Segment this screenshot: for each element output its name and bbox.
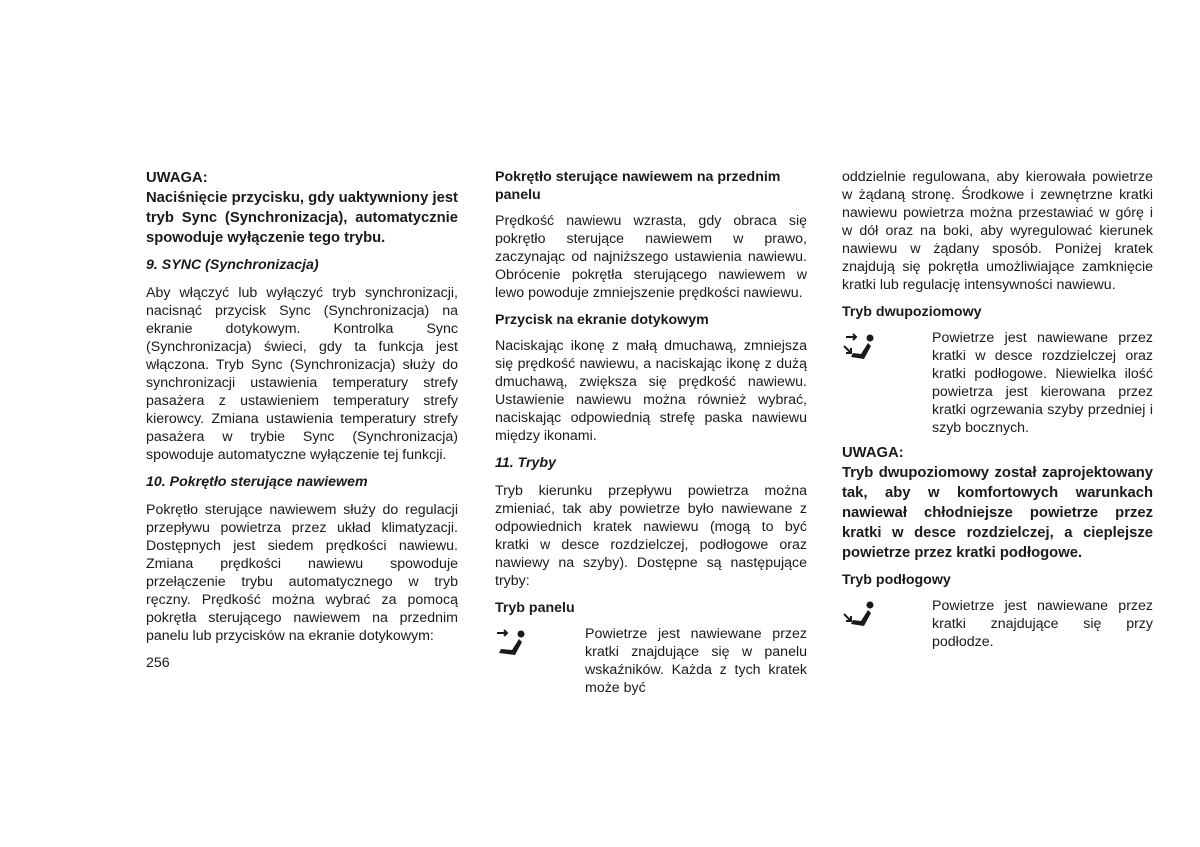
bilevel-text: Powietrze jest nawiewane przez kratki w desce rozdzielczej oraz kratki podłogowe. Niewielka ilość powietrza jest kierowana przez kratki ogrzewania szyby przedniej i szyb bocznych.	[932, 330, 1153, 436]
panel-mode-title: Tryb panelu	[495, 600, 575, 616]
front-knob-text: Prędkość nawiewu wzrasta, gdy obraca się pokrętło sterujące nawiewem w prawo, zaczynając od najniższego ustawienia nawiewu. Obrócenie pokrętła sterującego nawiewem w lewo powoduje zmniejszenie prędkości nawiewu.	[495, 213, 807, 301]
continued-text: oddzielnie regulowana, aby kierowała powietrze w żądaną stronę. Środkowe i zewnętrzne kratki nawiewu powietrza można przestawiać w górę i w dół oraz na boki, aby wyregulować kierunek nawiewu w żądany sposób. Poniżej kratek znajdują się pokrętła umożliwiające zamknięcie kratki lub regulację intensywności nawiewu.	[842, 169, 1153, 293]
column-middle	[495, 168, 807, 703]
warning-text: Naciśnięcie przycisku, gdy uaktywniony jest tryb Sync (Synchronizacja), automatycznie spowoduje wyłączenie tego trybu.	[146, 190, 458, 246]
page-number: 256	[146, 655, 170, 671]
section-9-title: 9. SYNC (Synchronizacja)	[146, 257, 319, 273]
column-left	[146, 168, 458, 654]
floor-mode-icon	[842, 599, 876, 631]
column-right	[842, 168, 1153, 657]
warning-title: UWAGA:	[146, 170, 208, 186]
section-11-text: Tryb kierunku przepływu powietrza można zmieniać, tak aby powietrze było nawiewane z odpowiednich kratek nawiewu (mogą to być kratki w desce rozdzielczej, podłogowe oraz nawiewy na szyby). Dostępne są następujące tryby:	[495, 483, 807, 589]
panel-mode-text: Powietrze jest nawiewane przez kratki znajdujące się w panelu wskaźników. Każda z tych kratek może być	[585, 626, 807, 696]
panel-mode-icon	[495, 627, 527, 659]
floor-title: Tryb podłogowy	[842, 572, 951, 588]
floor-mode-row	[842, 597, 1153, 651]
section-11-title: 11. Tryby	[495, 455, 556, 471]
warning-text-2: Tryb dwupoziomowy został zaprojektowany tak, aby w komfortowych warunkach nawiewał chłodniejsze powietrze przez kratki w desce rozdzielczej, a cieplejsze powietrze przez kratki podłogowe.	[842, 465, 1153, 561]
section-9-text: Aby włączyć lub wyłączyć tryb synchronizacji, nacisnąć przycisk Sync (Synchronizacja) na ekranie dotykowym. Kontrolka Sync (Synchronizacja) świeci, gdy ta funkcja jest włączona. Tryb Sync (Synchronizacja) służy do synchronizacji ustawienia temperatury strefy pasażera z ustawieniem temperatury strefy kierowcy. Zmiana ustawienia temperatury strefy pasażera w trybie Sync (Synchronizacja) spowoduje automatyczne wyłączenie tej funkcji.	[146, 285, 458, 463]
front-knob-title: Pokrętło sterujące nawiewem na przednim panelu	[495, 169, 781, 203]
panel-mode-row	[495, 625, 807, 697]
bilevel-mode-icon	[842, 331, 876, 363]
touch-button-title: Przycisk na ekranie dotykowym	[495, 312, 709, 328]
warning-title-2: UWAGA:	[842, 445, 904, 461]
bilevel-title: Tryb dwupoziomowy	[842, 304, 982, 320]
section-10-title: 10. Pokrętło sterujące nawiewem	[146, 474, 368, 490]
touch-button-text: Naciskając ikonę z małą dmuchawą, zmniejsza się prędkość nawiewu, a naciskając ikonę z dużą dmuchawą, zwiększa się prędkość nawiewu. Ustawienie nawiewu można również wybrać, naciskając odpowiednią strefę paska nawiewu między ikonami.	[495, 338, 807, 444]
bilevel-mode-row	[842, 329, 1153, 437]
floor-text: Powietrze jest nawiewane przez kratki znajdujące się przy podłodze.	[932, 598, 1153, 650]
section-10-text: Pokrętło sterujące nawiewem służy do regulacji przepływu powietrza przez układ klimatyzacji. Dostępnych jest siedem prędkości nawiewu. Zmiana prędkości nawiewu spowoduje przełączenie trybu automatycznego w tryb ręczny. Prędkość można wybrać za pomocą pokrętła sterującego nawiewem na przednim panelu lub przycisków na ekranie dotykowym:	[146, 502, 458, 644]
